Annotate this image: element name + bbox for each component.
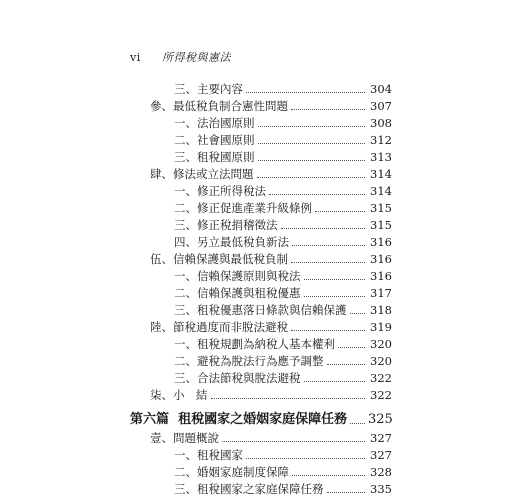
toc-page-number: 316: [370, 252, 392, 266]
toc-page-number: 322: [370, 371, 392, 385]
toc-page-number: 325: [368, 412, 393, 427]
leader-dots: [327, 481, 366, 493]
toc-entry: 三、修正稅捐稽徵法 315: [174, 218, 392, 232]
toc-entry: 三、租稅國原則 313: [174, 150, 392, 164]
leader-dots: [350, 412, 365, 424]
toc-entry: 二、婚姻家庭制度保障 328: [174, 465, 392, 479]
part-title: 租稅國家之婚姻家庭保障任務: [178, 412, 348, 427]
toc-entry: 壹、問題概說 327: [150, 431, 392, 445]
toc-entry: 肆、修法或立法問題 314: [150, 167, 392, 181]
leader-dots: [291, 251, 365, 263]
toc-entry: 二、社會國原則 312: [174, 133, 392, 147]
toc-page-number: 335: [370, 482, 392, 496]
leader-dots: [292, 464, 365, 476]
leader-dots: [338, 336, 365, 348]
part-number: 第六篇: [130, 412, 170, 427]
toc-page-number: 320: [370, 354, 392, 368]
leader-dots: [222, 430, 365, 442]
toc-entry: 三、主要內容 304: [174, 82, 392, 96]
toc-page-number: 304: [370, 82, 392, 96]
leader-dots: [269, 183, 365, 195]
toc-page-number: 312: [370, 133, 392, 147]
leader-dots: [281, 217, 366, 229]
toc-entry: 陸、節稅過度而非脫法避稅 319: [150, 320, 392, 334]
toc-entry: 三、合法節稅與脫法避稅 322: [174, 371, 392, 385]
toc-page-number: 319: [370, 320, 392, 334]
leader-dots: [304, 268, 366, 280]
toc-page-number: 316: [370, 269, 392, 283]
toc-entry: 參、最低稅負制合憲性問題 307: [150, 99, 392, 113]
toc-part-heading: [130, 412, 392, 428]
leader-dots: [350, 302, 366, 314]
leader-dots: [258, 132, 366, 144]
leader-dots: [291, 319, 365, 331]
leader-dots: [258, 115, 366, 127]
toc-page-number: 318: [370, 303, 392, 317]
leader-dots: [257, 166, 366, 178]
toc-page-number: 307: [370, 99, 392, 113]
toc-entry: 一、信賴保護原則與稅法 316: [174, 269, 392, 283]
leader-dots: [327, 353, 366, 365]
toc-page-number: 317: [370, 286, 392, 300]
toc-page-number: 327: [370, 431, 392, 445]
toc-entry: 三、租稅國家之家庭保障任務 335: [174, 482, 392, 496]
leader-dots: [211, 387, 366, 399]
toc-page-number: 314: [370, 167, 392, 181]
toc-page-number: 328: [370, 465, 392, 479]
toc-page-number: 314: [370, 184, 392, 198]
toc-entry: 二、修正促進產業升級條例 315: [174, 201, 392, 215]
toc-page-number: 322: [370, 388, 392, 402]
leader-dots: [246, 447, 365, 459]
toc-entry: 二、避稅為脫法行為應予調整 320: [174, 354, 392, 368]
toc-entry: 二、信賴保護與租稅優惠 317: [174, 286, 392, 300]
toc-entry: 一、租稅規劃為納稅人基本權利 320: [174, 337, 392, 351]
toc-entry: 柒、小 結 322: [150, 388, 392, 402]
toc-page-number: 316: [370, 235, 392, 249]
toc-entry: 一、租稅國家 327: [174, 448, 392, 462]
book-title: 所得稅與憲法: [162, 51, 231, 64]
leader-dots: [315, 200, 365, 212]
toc-page-number: 315: [370, 218, 392, 232]
toc-entry: 一、法治國原則 308: [174, 116, 392, 130]
toc-page-number: 315: [370, 201, 392, 215]
toc-entry: 一、修正所得稅法 314: [174, 184, 392, 198]
leader-dots: [304, 285, 366, 297]
toc-page-number: 327: [370, 448, 392, 462]
toc-page-number: 320: [370, 337, 392, 351]
page-number-roman: vi: [130, 51, 141, 64]
toc-page-number: 308: [370, 116, 392, 130]
leader-dots: [246, 81, 365, 93]
leader-dots: [291, 98, 365, 110]
leader-dots: [292, 234, 365, 246]
toc-page-number: 313: [370, 150, 392, 164]
leader-dots: [258, 149, 366, 161]
running-header: [130, 49, 231, 65]
toc-entry: 三、租稅優惠落日條款與信賴保護 318: [174, 303, 392, 317]
toc-entry: 四、另立最低稅負新法 316: [174, 235, 392, 249]
leader-dots: [304, 370, 366, 382]
toc-entry: 伍、信賴保護與最低稅負制 316: [150, 252, 392, 266]
